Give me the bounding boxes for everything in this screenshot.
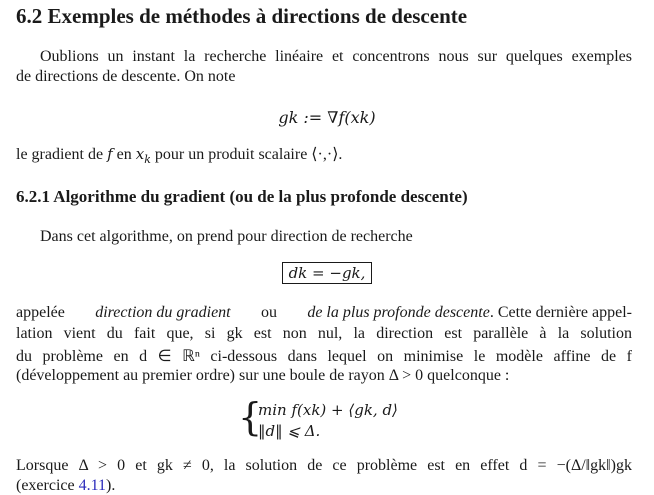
subsection-heading: 6.2.1 Algorithme du gradient (ou de la plus profonde descente) <box>16 187 468 206</box>
para2-l1-a: appelée <box>16 304 65 321</box>
system-row-2: ‖d‖ ⩽ Δ. <box>258 422 321 440</box>
system-brace: { <box>238 395 263 439</box>
algo-intro: Dans cet algorithme, on prend pour direction de recherche <box>40 228 413 245</box>
final-l2-b: ). <box>106 477 116 494</box>
final-line-1-wrap <box>16 457 632 475</box>
para2-line-1 <box>16 304 632 322</box>
para2-line-3-wrap <box>16 346 632 366</box>
para2-l1-c: . Cette dernière appel- <box>489 304 632 321</box>
boxed-equation: dk = −gk, <box>282 262 373 284</box>
system-row-1: min f(xk) + ⟨gk, d⟩ <box>258 401 398 419</box>
intro-line-1 <box>16 48 632 66</box>
para2-line-2-wrap <box>16 325 632 343</box>
intro-line-1-text: Oublions un instant la recherche linéaire et concentrons nous sur quelques exemples <box>40 48 632 65</box>
boxed-equation-wrap <box>0 262 654 284</box>
para2-l1-em2: de la plus profonde descente <box>307 304 490 321</box>
para2-l1-b: ou <box>260 304 277 321</box>
para2-l1-em1: direction du gradient <box>95 304 231 321</box>
para2-line-3: du problème en d ∈ ℝⁿ ci-dessous dans lequel on minimise le modèle affine de f <box>16 348 632 365</box>
section-heading: 6.2 Exemples de méthodes à directions de descente <box>16 4 468 28</box>
final-line-2 <box>16 477 632 495</box>
final-line-1: Lorsque Δ > 0 et gk ≠ 0, la solution de ce problème est en effet d = −(Δ/‖gk‖)gk <box>16 457 632 474</box>
exercise-link[interactable]: 4.11 <box>78 477 107 494</box>
gradient-line-f: f <box>107 145 113 163</box>
gradient-line-before: le gradient de <box>16 146 104 163</box>
final-l2-a: (exercice <box>16 477 75 494</box>
intro-line-2: de directions de descente. On note <box>16 68 236 85</box>
para2-line-2: lation vient du fait que, si gk est non nul, la direction est parallèle à la solution <box>16 325 632 342</box>
gradient-line-en: en <box>116 146 132 163</box>
gradient-definition-equation: gk := ∇f(xk) <box>278 108 376 127</box>
gradient-line-after: pour un produit scalaire ⟨·,·⟩. <box>154 146 343 163</box>
gradient-line-sub: k <box>144 153 151 167</box>
gradient-line <box>16 144 632 166</box>
para2-line-4: (développement au premier ordre) sur une boule de rayon Δ > 0 quelconque : <box>16 367 510 384</box>
gradient-line-x: x <box>135 145 145 163</box>
